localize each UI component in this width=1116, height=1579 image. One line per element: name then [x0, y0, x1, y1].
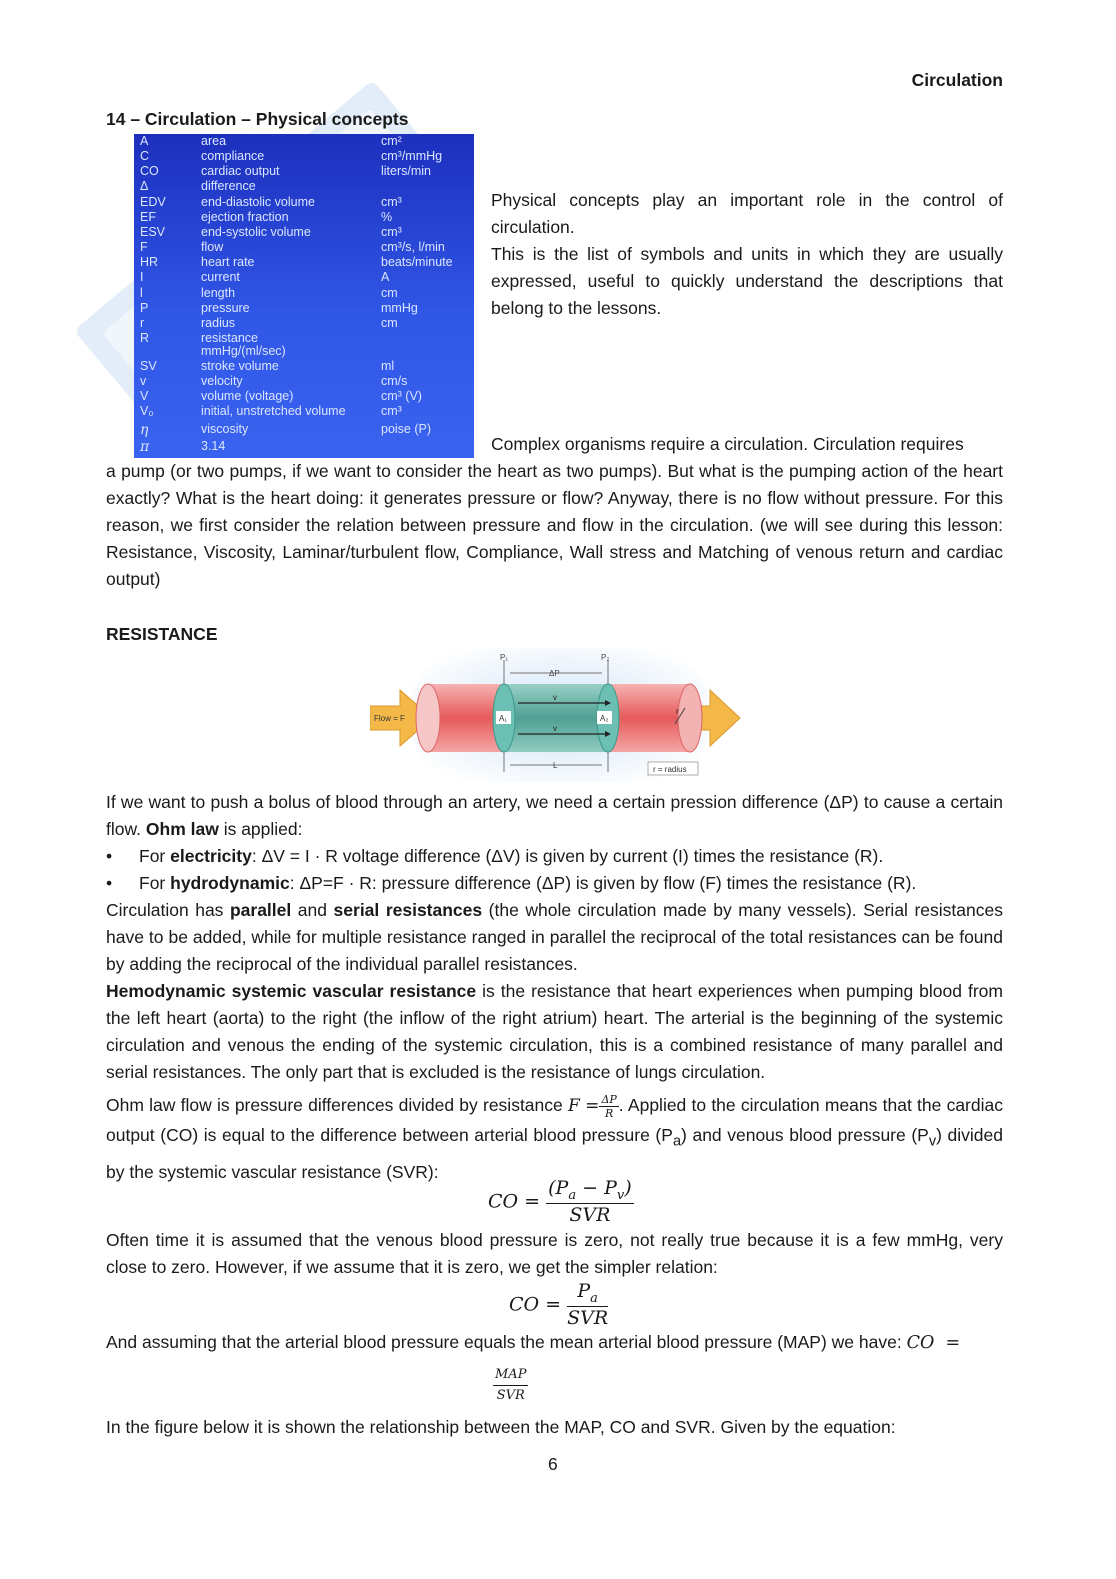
figure-below-paragraph: In the figure below it is shown the relationship between the MAP, CO and SVR. Given by the equation: — [106, 1417, 896, 1437]
ohm-law-paragraph — [106, 789, 1003, 843]
vessel-opening — [416, 684, 440, 752]
quantity-cell: difference — [201, 179, 256, 193]
symbol-cell: R — [140, 331, 150, 345]
svr-paragraph — [106, 978, 1003, 1086]
unit-cell: cm — [381, 316, 398, 330]
symbol-cell: SV — [140, 359, 157, 373]
unit-cell: cm³ (V) — [381, 389, 422, 403]
intro-text-1: Physical concepts play an important role in the control of circulation. — [491, 190, 1003, 237]
quantity-cell: 3.14 — [201, 439, 226, 453]
unit-cell: mmHg — [381, 301, 418, 315]
quantity-cell: viscosity — [201, 422, 249, 436]
label-r: r — [676, 707, 679, 716]
unit-cell: cm² — [381, 134, 402, 148]
unit-cell: ml — [381, 359, 395, 373]
symbol-cell: l — [140, 286, 143, 300]
venous-zero-paragraph: Often time it is assumed that the venous blood pressure is zero, not really true because it is a few mmHg, very close to zero. However, if we assume that it is zero, we get the simpler relation: — [106, 1230, 1003, 1277]
symbol-cell: P — [140, 301, 149, 315]
equation-co-pa-svr: CO = $\frac{P_a}{\text{SVR}}$ — [509, 1280, 609, 1329]
ohm-text-b: is applied: — [218, 819, 303, 839]
label-delta-p: ΔP — [549, 669, 560, 678]
label-velocity-top: v — [553, 693, 557, 702]
label-p1: P₁ — [500, 653, 509, 662]
para4-b: . Applied to the circulation means that the cardiac output (CO) is equal to the difference between arterial blood pressure (P — [106, 1095, 1003, 1145]
quantity-cell: volume (voltage) — [201, 389, 294, 403]
quantity-cell: initial, unstretched volume — [201, 404, 346, 418]
label-radius: r = radius — [653, 765, 687, 774]
quantity-cell: stroke volume — [201, 359, 279, 373]
unit-cell: % — [381, 210, 393, 224]
quantity-cell: mmHg/(ml/sec) — [201, 344, 286, 358]
label-velocity-bottom: v — [553, 724, 557, 733]
section-title: 14 – Circulation – Physical concepts — [106, 109, 409, 129]
bullet-mark: • — [106, 873, 113, 893]
unit-cell: cm³ — [381, 225, 402, 239]
ohm-text-a: If we want to push a bolus of blood through an artery, we need a certain pression difference (ΔP) to cause a certain flow. — [106, 792, 1003, 839]
symbol-cell: V₀ — [140, 404, 154, 418]
quantity-cell: compliance — [201, 149, 265, 163]
label-a2: A₂ — [600, 714, 609, 723]
parallel-term: parallel — [229, 900, 292, 920]
symbol-cell: r — [140, 316, 145, 330]
running-header: Circulation — [911, 70, 1003, 90]
symbols-table — [134, 134, 474, 458]
quantity-cell: resistance — [201, 331, 258, 345]
unit-cell: poise (P) — [381, 422, 432, 436]
label-flow: Flow = F — [374, 714, 405, 723]
symbol-cell: η — [140, 422, 149, 438]
symbol-cell: Δ — [140, 179, 149, 193]
para2-c: (the whole circulation made by many vessels). Serial resistances have to be added, while for multiple resistance ranged in parallel the reciprocal of the total resistances can be found by adding the reciprocal of the individual parallel resistances. — [106, 900, 1003, 974]
quantity-cell: heart rate — [201, 255, 255, 269]
label-length: L — [553, 761, 558, 770]
intro-text-2: This is the list of symbols and units in which they are usually expressed, useful to quickly understand the descriptions that belong to the lessons. — [491, 244, 1003, 318]
unit-cell: cm³/mmHg — [381, 149, 443, 163]
bullet2-text-b: : ΔP=F · R: pressure difference (ΔP) is given by flow (F) times the resistance (R). — [289, 873, 917, 893]
symbol-cell: V — [140, 389, 149, 403]
bullet-mark: • — [106, 846, 113, 866]
quantity-cell: ejection fraction — [201, 210, 289, 224]
para3-text: is the resistance that heart experiences when pumping blood from the left heart (aorta) to the right (the inflow of the right atrium) heart. The arterial is the beginning of the systemic circulation and venous the ending of the systemic circulation, this is a combined resistance of many parallel and serial resistances. The only part that is excluded is the resistance of lungs circulation. — [106, 981, 1003, 1082]
symbol-cell: A — [140, 134, 149, 148]
quantity-cell: cardiac output — [201, 164, 280, 178]
equation-co-pa-pv-svr: CO = $\frac{(P_a - P_v)}{\text{SVR}}$ — [488, 1177, 632, 1226]
quantity-cell: velocity — [201, 374, 243, 388]
quantity-cell: pressure — [201, 301, 250, 315]
symbol-cell: CO — [140, 164, 159, 178]
label-p2: P₂ — [601, 653, 610, 662]
symbol-cell: C — [140, 149, 150, 163]
hydrodynamic-term: hydrodynamic — [170, 873, 290, 893]
unit-cell: cm³ — [381, 195, 402, 209]
para6-text: And assuming that the arterial blood pressure equals the mean arterial blood pressure (MAP) we have: — [106, 1332, 907, 1352]
para4-d: ) divided by the systemic vascular resistance (SVR): — [106, 1125, 1003, 1182]
page-number: 6 — [548, 1454, 558, 1474]
svr-term: Hemodynamic systemic vascular resistance — [106, 981, 477, 1001]
quantity-cell: radius — [201, 316, 236, 330]
quantity-cell: length — [201, 286, 236, 300]
symbol-cell: EDV — [140, 195, 166, 209]
vessel-resistance-figure — [370, 648, 742, 782]
para2-b: and — [291, 900, 334, 920]
symbol-cell: v — [140, 374, 147, 388]
symbol-cell: I — [140, 270, 144, 284]
para2-a: Circulation has — [106, 900, 230, 920]
para4-a: Ohm law flow is pressure differences divided by resistance — [106, 1095, 568, 1115]
ohm-flow-paragraph — [106, 1090, 1003, 1187]
unit-cell: cm³/s, l/min — [381, 240, 445, 254]
symbol-cell: HR — [140, 255, 159, 269]
para4-c: ) and venous blood pressure (P — [681, 1125, 929, 1145]
equation-map-svr: $\frac{\text{MAP}}{\text{SVR}}$ — [495, 1367, 527, 1403]
unit-cell: cm³ — [381, 404, 402, 418]
unit-cell: liters/min — [381, 164, 432, 178]
quantity-cell: flow — [201, 240, 224, 254]
ohm-law-term: Ohm law — [145, 819, 219, 839]
unit-cell: beats/minute — [381, 255, 453, 269]
bullet1-text-b: : ΔV = I · R voltage difference (ΔV) is given by current (I) times the resistance (R). — [251, 846, 884, 866]
parallel-serial-paragraph — [106, 897, 1003, 978]
sub-a: a — [672, 1133, 682, 1150]
unit-cell: cm — [381, 286, 398, 300]
quantity-cell: end-systolic volume — [201, 225, 311, 239]
unit-cell: A — [381, 270, 390, 284]
symbol-cell: π — [140, 439, 150, 455]
bullet2-text-a: For — [139, 873, 171, 893]
unit-cell: cm/s — [381, 374, 408, 388]
intro-paragraph-3-start: Complex organisms require a circulation. Circulation requires — [491, 434, 964, 454]
quantity-cell: current — [201, 270, 240, 284]
quantity-cell: end-diastolic volume — [201, 195, 315, 209]
serial-resistances-term: serial resistances — [333, 900, 483, 920]
inline-fraction-dp-r: $\frac{\Delta P}{R}$ — [601, 1092, 617, 1120]
vessel-end — [678, 684, 702, 752]
bullet1-text-a: For — [139, 846, 171, 866]
electricity-term: electricity — [170, 846, 252, 866]
resistance-heading: RESISTANCE — [106, 624, 218, 644]
quantity-cell: area — [201, 134, 227, 148]
label-a1: A₁ — [499, 714, 508, 723]
sub-v: v — [928, 1133, 937, 1150]
intro-paragraph-3-rest: a pump (or two pumps, if we want to consider the heart as two pumps). But what is the pumping action of the heart exactly? What is the heart doing: it generates pressure or flow? Anyway, there is no flow without pressure. For this reason, we first consider the relation between pressure and flow in the circulation. (we will see during this lesson: Resistance, Viscosity, Laminar/turbulent flow, Compliance, Wall stress and Matching of venous return and cardiac output) — [106, 461, 1003, 589]
symbol-cell: EF — [140, 210, 156, 224]
inline-equation-f: F = — [567, 1095, 600, 1116]
map-paragraph: And assuming that the arterial blood pressure equals the mean arterial blood pressure (MAP) we have: CO = — [106, 1332, 961, 1353]
symbol-cell: F — [140, 240, 148, 254]
symbol-cell: ESV — [140, 225, 166, 239]
intro-paragraph-1 — [491, 187, 1003, 322]
